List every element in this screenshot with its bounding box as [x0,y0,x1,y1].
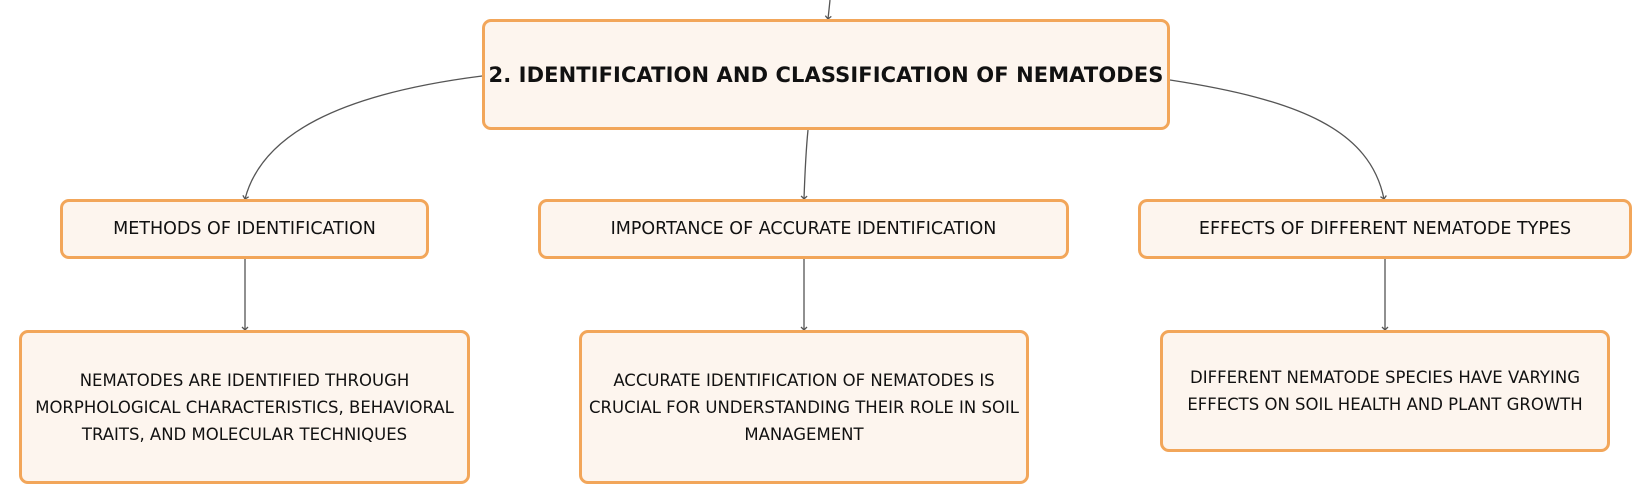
effects-detail-text: DIFFERENT NEMATODE SPECIES HAVE VARYING EFFECTS ON SOIL HEALTH AND PLANT GROWTH [1187,368,1583,414]
methods-of-identification-node[interactable] [60,199,429,259]
effects-of-nematode-types-label: EFFECTS OF DIFFERENT NEMATODE TYPES [1198,219,1572,239]
importance-detail-text: ACCURATE IDENTIFICATION OF NEMATODES IS CRUCIAL FOR UNDERSTANDING THEIR ROLE IN SOIL MANAGEMENT [589,370,1019,444]
methods-detail-text: NEMATODES ARE IDENTIFIED THROUGH MORPHOLOGICAL CHARACTERISTICS, BEHAVIORAL TRAITS, AND MOLECULAR TECHNIQUES [35,370,454,444]
effects-of-nematode-types-node[interactable] [1138,199,1632,259]
connector-root-to-methods [245,76,482,199]
root-node-label: 2. IDENTIFICATION AND CLASSIFICATION OF NEMATODES [488,62,1164,87]
connector-parent-to-root [828,0,830,19]
importance-detail-node[interactable] [579,330,1029,484]
importance-of-accurate-identification-node[interactable] [538,199,1069,259]
root-node[interactable] [482,19,1170,130]
methods-detail-node[interactable] [19,330,470,484]
connector-root-to-importance [804,130,808,199]
effects-detail-node[interactable] [1160,330,1610,452]
importance-of-accurate-identification-label: IMPORTANCE OF ACCURATE IDENTIFICATION [610,219,997,239]
methods-of-identification-label: METHODS OF IDENTIFICATION [113,219,376,239]
connector-root-to-effects [1170,80,1384,199]
